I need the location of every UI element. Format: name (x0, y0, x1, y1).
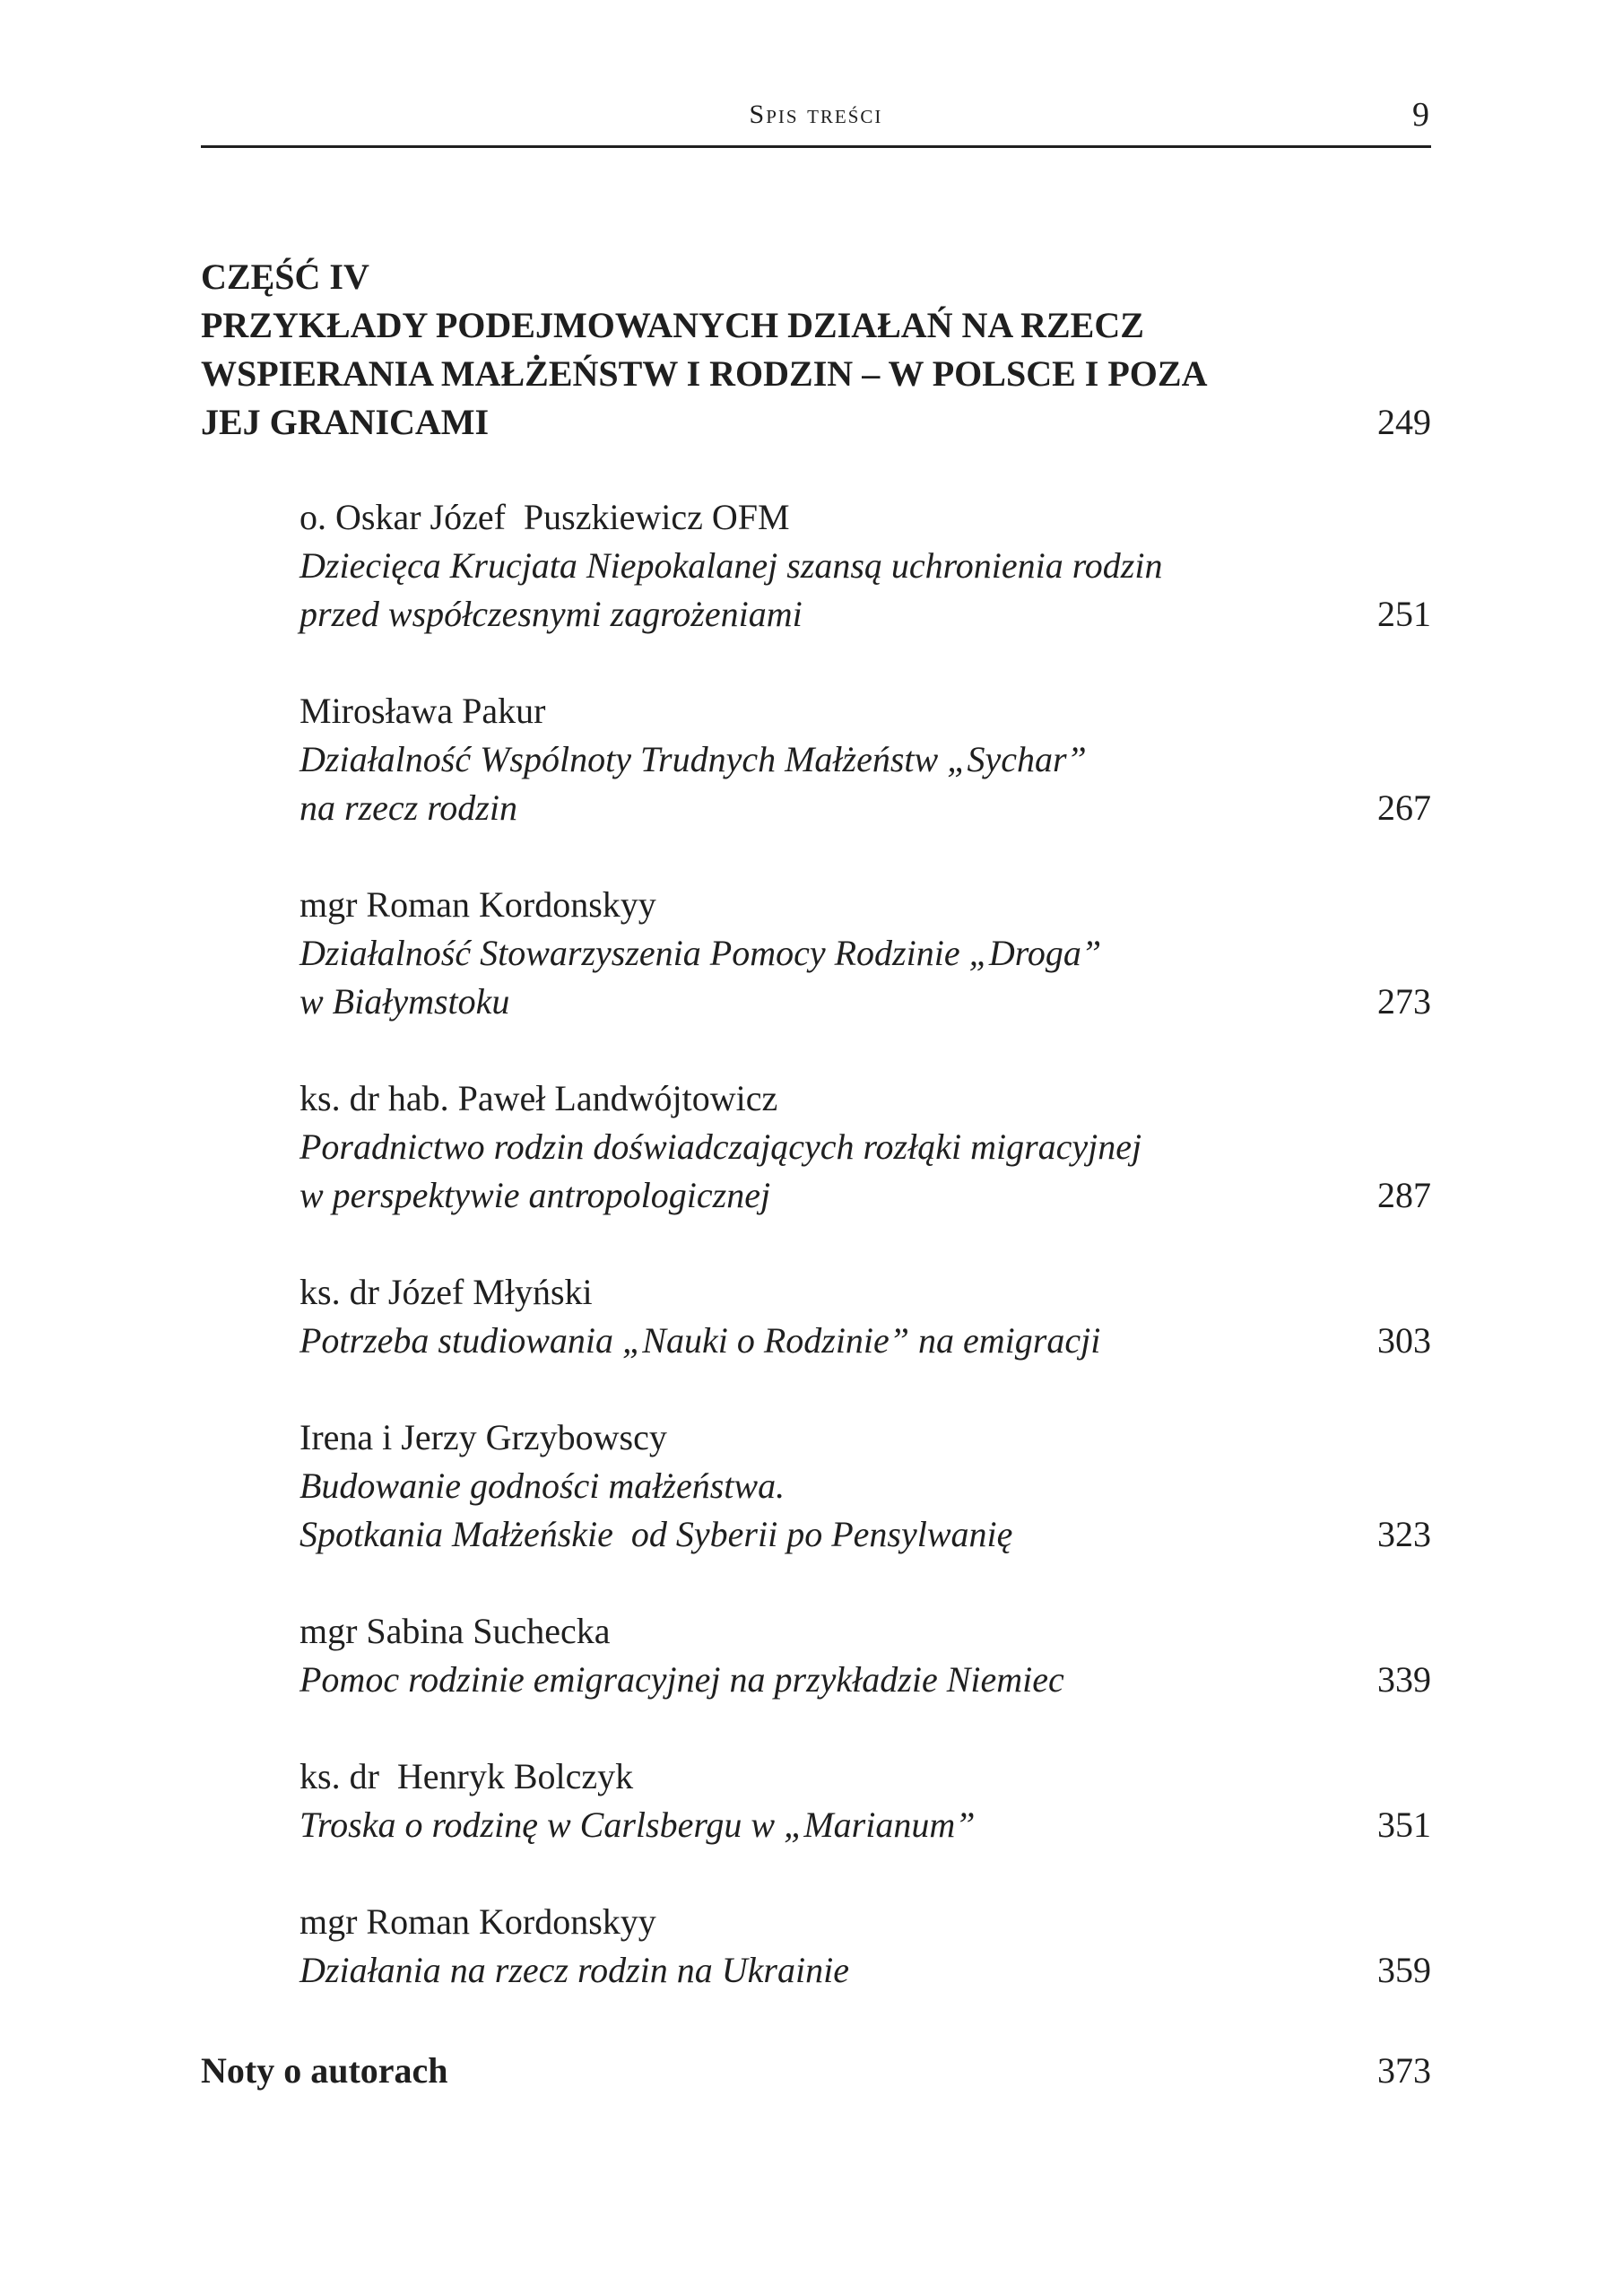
entry-page-number: 351 (1377, 1805, 1431, 1845)
entry-page-number: 251 (1377, 594, 1431, 634)
toc-entries (299, 493, 1431, 2043)
running-title: Spis treści (749, 100, 883, 129)
part-heading-line: CZĘŚĆ IV (201, 257, 369, 297)
entry-title-line: Potrzeba studiowania „Nauki o Rodzinie” na emigracji (299, 1320, 1101, 1361)
notes-label: Noty o autorach (201, 2050, 448, 2091)
entry-title-last-row (299, 978, 1431, 1026)
entry-title-last-row (299, 1656, 1431, 1704)
entry-title-last-row (299, 1946, 1431, 1995)
entry-title-line: Działalność Stowarzyszenia Pomocy Rodzinie „Droga” (299, 933, 1102, 973)
entry-author: mgr Roman Kordonskyy (299, 1901, 656, 1942)
part-page-number: 249 (1377, 402, 1431, 442)
entry-title-line: Działalność Wspólnoty Trudnych Małżeństw „Sychar” (299, 739, 1087, 779)
entry-title-last-row (299, 590, 1431, 639)
entry-page-number: 359 (1377, 1950, 1431, 1990)
entry-page-number: 267 (1377, 787, 1431, 828)
entry-page-number: 287 (1377, 1175, 1431, 1215)
toc-entry (299, 1752, 1431, 1849)
entry-title-last-row (299, 1801, 1431, 1849)
notes-page-number: 373 (1377, 2050, 1431, 2091)
entry-author: o. Oskar Józef Puszkiewicz OFM (299, 497, 790, 537)
entry-title-line: przed współczesnymi zagrożeniami (299, 594, 803, 634)
entry-author: ks. dr Henryk Bolczyk (299, 1756, 634, 1796)
entry-title-last-row (299, 1317, 1431, 1365)
entry-title-line: na rzecz rodzin (299, 787, 517, 828)
entry-page-number: 323 (1377, 1514, 1431, 1554)
toc-entry-notes (201, 2047, 1431, 2095)
toc-entry (299, 1413, 1431, 1559)
entry-author: ks. dr hab. Paweł Landwójtowicz (299, 1078, 778, 1118)
page-header (201, 90, 1431, 147)
toc-entry (299, 881, 1431, 1026)
toc-entry (299, 1074, 1431, 1220)
part-heading-line: WSPIERANIA MAŁŻEŃSTW I RODZIN – W POLSCE I POZA (201, 353, 1208, 394)
entry-title-line: Budowanie godności małżeństwa. (299, 1465, 785, 1506)
entry-author: mgr Sabina Suchecka (299, 1611, 611, 1651)
toc-entry (299, 1607, 1431, 1704)
part-heading-line: JEJ GRANICAMI (201, 402, 490, 442)
entry-author: ks. dr Józef Młyński (299, 1272, 593, 1312)
header-rule (201, 145, 1431, 148)
entry-title-line: w perspektywie antropologicznej (299, 1175, 771, 1215)
entry-title-line: Dziecięca Krucjata Niepokalanej szansą uchronienia rodzin (299, 545, 1163, 586)
part-heading (201, 253, 1431, 447)
entry-page-number: 303 (1377, 1320, 1431, 1361)
entry-author: Mirosława Pakur (299, 691, 546, 731)
entry-title-line: w Białymstoku (299, 981, 510, 1022)
entry-page-number: 273 (1377, 981, 1431, 1022)
entry-title-last-row (299, 784, 1431, 832)
toc-entry (299, 687, 1431, 832)
toc-entry (299, 493, 1431, 639)
toc-entry (299, 1898, 1431, 1995)
entry-title-line: Działania na rzecz rodzin na Ukrainie (299, 1950, 849, 1990)
part-heading-last-line (201, 398, 1431, 447)
toc-entry (299, 1268, 1431, 1365)
entry-title-line: Spotkania Małżeńskie od Syberii po Pensylwanię (299, 1514, 1013, 1554)
entry-title-last-row (299, 1510, 1431, 1559)
entry-title-line: Troska o rodzinę w Carlsbergu w „Marianum” (299, 1805, 976, 1845)
entry-author: Irena i Jerzy Grzybowscy (299, 1417, 667, 1457)
entry-title-line: Pomoc rodzinie emigracyjnej na przykładzie Niemiec (299, 1659, 1064, 1700)
part-heading-line: PRZYKŁADY PODEJMOWANYCH DZIAŁAŃ NA RZECZ (201, 305, 1144, 345)
entry-author: mgr Roman Kordonskyy (299, 884, 656, 925)
entry-title-last-row (299, 1171, 1431, 1220)
entry-page-number: 339 (1377, 1659, 1431, 1700)
page-number: 9 (1412, 96, 1429, 134)
entry-title-line: Poradnictwo rodzin doświadczających rozłąki migracyjnej (299, 1126, 1142, 1167)
